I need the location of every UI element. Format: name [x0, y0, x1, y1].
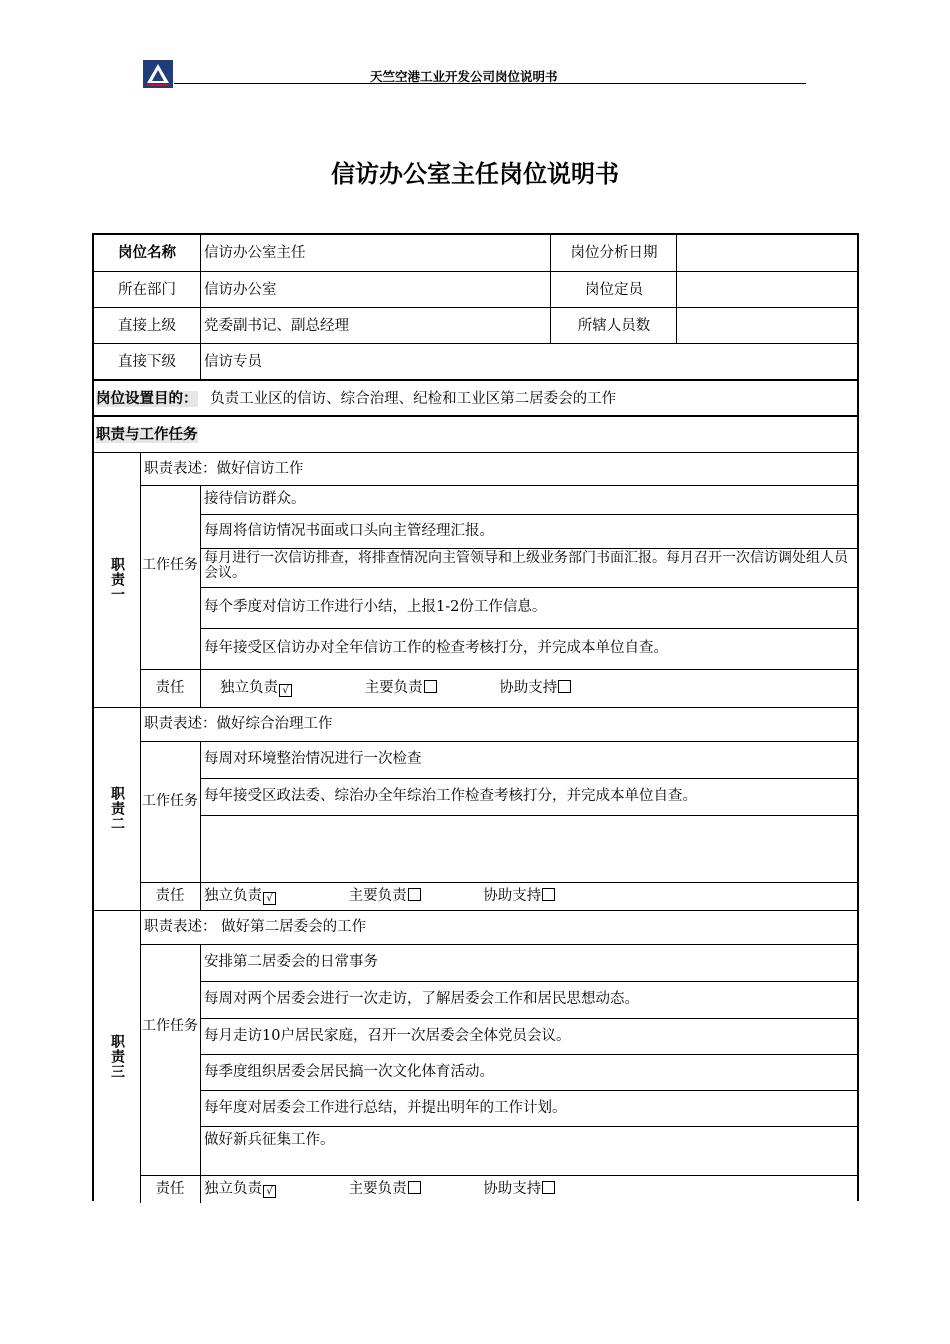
duty-3-main-label: 主要负责 — [348, 1181, 407, 1197]
duty-1-assist-checkbox[interactable] — [558, 680, 571, 693]
duty-2-independent-checkbox[interactable]: √ — [263, 892, 276, 905]
duty-3-responsibility — [204, 1175, 856, 1203]
duty-3-task-5: 每年度对居委会工作进行总结，并提出明年的工作计划。 — [204, 1100, 567, 1116]
duty-2-task-3 — [204, 815, 856, 881]
duty-2-main-checkbox[interactable] — [408, 888, 421, 901]
duty-2-description: 职责表述：做好综合治理工作 — [144, 716, 333, 732]
job-description-table — [92, 233, 859, 1201]
duty-3-independent-label: 独立负责 — [204, 1181, 262, 1197]
duty-3-assist-label: 协助支持 — [483, 1181, 542, 1197]
duty-1-label: 职责一 — [109, 557, 126, 602]
purpose-row — [96, 382, 856, 416]
duty-1-main-checkbox[interactable] — [424, 680, 437, 693]
company-logo — [143, 60, 173, 88]
staff-count-label: 所辖人员数 — [577, 318, 651, 334]
duty-1-independent-label: 独立负责 — [220, 680, 278, 696]
duty-1-task-3: 每月进行一次信访排查，将排查情况向主管领导和上级业务部门书面汇报。每月召开一次信访调处组人员会议。 — [204, 550, 848, 581]
duty-3-task-4: 每季度组织居委会居民搞一次文化体育活动。 — [204, 1064, 494, 1080]
duty-1-task-1: 接待信访群众。 — [204, 491, 306, 507]
duty-2-responsibility — [204, 882, 856, 910]
duty-3-independent-checkbox[interactable]: √ — [263, 1185, 276, 1198]
purpose-label: 岗位设置目的： — [96, 391, 198, 407]
duty-3-resp-label: 责任 — [155, 1181, 185, 1197]
duty-3-task-1: 安排第二居委会的日常事务 — [204, 954, 378, 970]
subordinate-value: 信访专员 — [204, 354, 262, 370]
analysis-date-label: 岗位分析日期 — [570, 245, 658, 261]
analysis-date-value — [678, 235, 858, 271]
duty-3-task-6: 做好新兵征集工作。 — [204, 1132, 335, 1148]
duty-1-resp-label: 责任 — [155, 680, 185, 696]
position-name-label: 岗位名称 — [118, 245, 176, 261]
duty-1-main-label: 主要负责 — [364, 680, 423, 696]
duty-2-task-2: 每年接受区政法委、综治办全年综治工作检查考核打分，并完成本单位自查。 — [204, 788, 697, 804]
superior-value: 党委副书记、副总经理 — [204, 318, 349, 334]
page-title: 信访办公室主任岗位说明书 — [331, 160, 619, 188]
duty-1-assist-label: 协助支持 — [499, 680, 558, 696]
headcount-label: 岗位定员 — [585, 282, 643, 298]
duty-3-main-checkbox[interactable] — [408, 1181, 421, 1194]
duty-2-resp-label: 责任 — [155, 888, 185, 904]
duties-header: 职责与工作任务 — [96, 427, 198, 443]
duty-3-task-2: 每周对两个居委会进行一次走访，了解居委会工作和居民思想动态。 — [204, 991, 639, 1007]
headcount-value — [678, 272, 858, 308]
duty-1-responsibility — [220, 669, 856, 707]
duty-2-assist-checkbox[interactable] — [542, 888, 555, 901]
document-header: 天竺空港工业开发公司岗位说明书 — [370, 69, 558, 84]
duty-2-task-label: 工作任务 — [142, 793, 198, 809]
staff-count-value — [678, 308, 858, 344]
duty-2-main-label: 主要负责 — [348, 888, 407, 904]
duty-2-assist-label: 协助支持 — [483, 888, 542, 904]
duty-1-task-5: 每年接受区信访办对全年信访工作的检查考核打分，并完成本单位自查。 — [204, 640, 668, 656]
duty-2-independent-label: 独立负责 — [204, 888, 262, 904]
purpose-text: 负责工业区的信访、综合治理、纪检和工业区第二居委会的工作 — [210, 391, 617, 407]
duty-1-independent-checkbox[interactable]: √ — [279, 684, 292, 697]
subordinate-label: 直接下级 — [118, 354, 176, 370]
duty-3-label: 职责三 — [109, 1034, 126, 1079]
duty-1-description: 职责表述：做好信访工作 — [144, 461, 304, 477]
duties-header-row — [96, 418, 856, 452]
duty-3-task-label: 工作任务 — [142, 1018, 198, 1034]
duty-3-description: 职责表述： 做好第二居委会的工作 — [144, 919, 367, 935]
duty-1-task-4: 每个季度对信访工作进行小结，上报1-2份工作信息。 — [204, 599, 547, 615]
duty-2-task-1: 每周对环境整治情况进行一次检查 — [204, 751, 422, 767]
position-name-value: 信访办公室主任 — [204, 245, 306, 261]
header-rule — [174, 83, 806, 84]
duty-2-label: 职责二 — [109, 786, 126, 831]
department-label: 所在部门 — [118, 282, 176, 298]
department-value: 信访办公室 — [204, 282, 277, 298]
duty-3-task-3: 每月走访10户居民家庭，召开一次居委会全体党员会议。 — [204, 1028, 571, 1044]
duty-1-task-2: 每周将信访情况书面或口头向主管经理汇报。 — [204, 523, 494, 539]
duty-1-task-label: 工作任务 — [142, 557, 198, 573]
superior-label: 直接上级 — [118, 318, 176, 334]
duty-3-assist-checkbox[interactable] — [542, 1181, 555, 1194]
